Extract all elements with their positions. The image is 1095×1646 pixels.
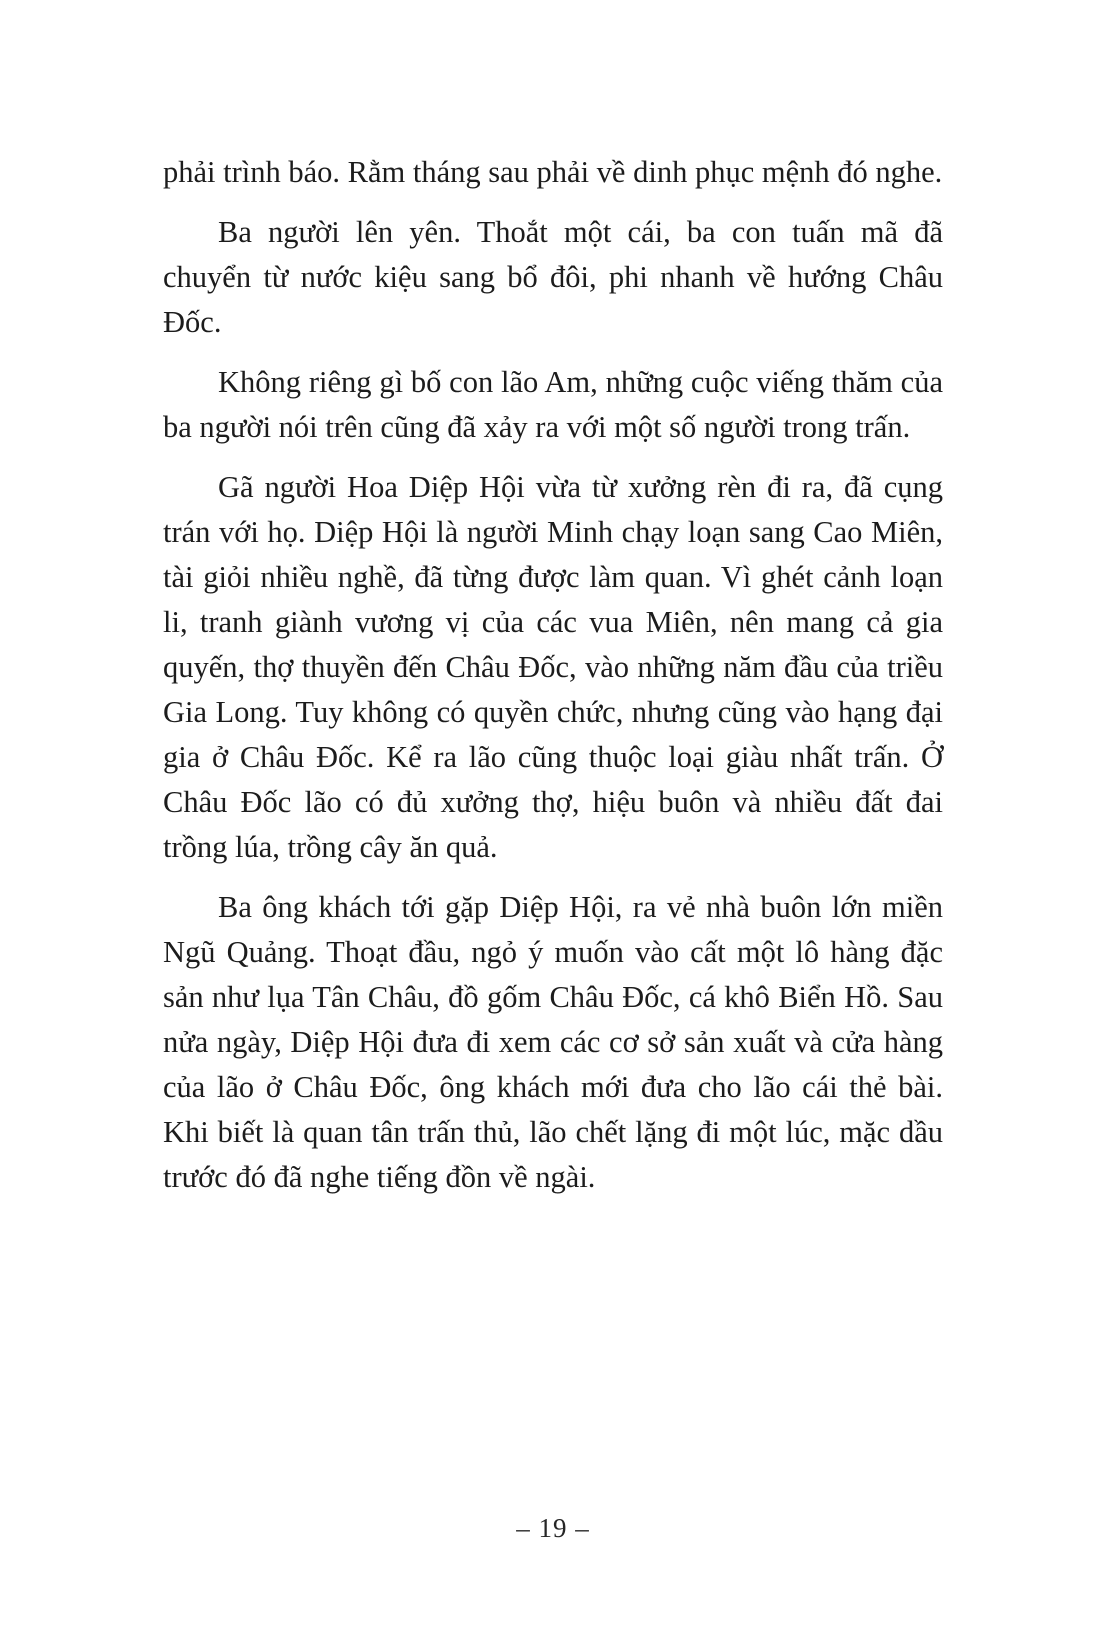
body-paragraph: Ba người lên yên. Thoắt một cái, ba con tuấn mã đã chuyển từ nước kiệu sang bổ đôi, phi nhanh về hướng Châu Đốc. (163, 215, 943, 339)
body-paragraph: Ba ông khách tới gặp Diệp Hội, ra vẻ nhà buôn lớn miền Ngũ Quảng. Thoạt đầu, ngỏ ý muốn vào cất một lô hàng đặc sản như lụa Tân Châu, đồ gốm Châu Đốc, cá khô Biển Hồ. Sau nửa ngày, Diệp Hội đưa đi xem các cơ sở sản xuất và cửa hàng của lão ở Châu Đốc, ông khách mới đưa cho lão cái thẻ bài. Khi biết là quan tân trấn thủ, lão chết lặng đi một lúc, mặc dầu trước đó đã nghe tiếng đồn về ngài. (163, 890, 943, 1194)
body-paragraph: phải trình báo. Rằm tháng sau phải về dinh phục mệnh đó nghe. (163, 155, 943, 189)
body-paragraph: Gã người Hoa Diệp Hội vừa từ xưởng rèn đi ra, đã cụng trán với họ. Diệp Hội là người Minh chạy loạn sang Cao Miên, tài giỏi nhiều nghề, đã từng được làm quan. Vì ghét cảnh loạn li, tranh giành vương vị của các vua Miên, nên mang cả gia quyến, thợ thuyền đến Châu Đốc, vào những năm đầu của triều Gia Long. Tuy không có quyền chức, nhưng cũng vào hạng đại gia ở Châu Đốc. Kể ra lão cũng thuộc loại giàu nhất trấn. Ở Châu Đốc lão có đủ xưởng thợ, hiệu buôn và nhiều đất đai trồng lúa, trồng cây ăn quả. (163, 470, 943, 864)
page-text-block (163, 150, 943, 1200)
page-number: – 19 – (516, 1513, 590, 1543)
body-paragraph: Không riêng gì bố con lão Am, những cuộc viếng thăm của ba người nói trên cũng đã xảy ra với một số người trong trấn. (163, 365, 943, 444)
